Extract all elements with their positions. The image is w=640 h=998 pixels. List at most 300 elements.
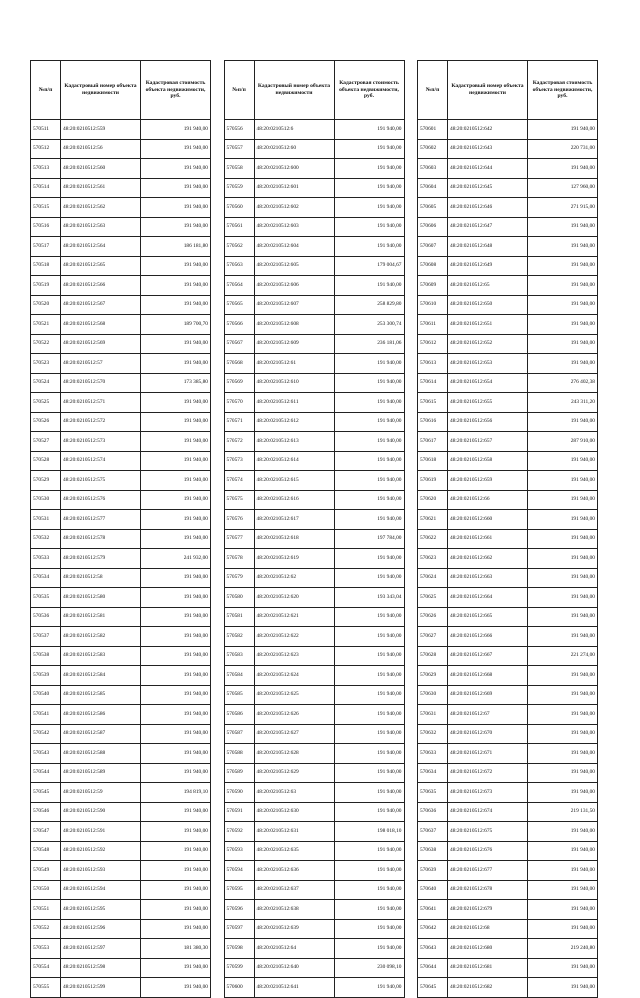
cadastral-number-cell: 48:20:0210512:669 [448,685,528,705]
cadastral-value-cell: 191 940,00 [141,880,211,900]
row-number-cell: 570619 [418,471,448,491]
cadastral-number-cell: 48:20:0210512:579 [61,549,141,569]
cadastral-value-cell: 191 940,00 [141,178,211,198]
table-row [31,256,211,276]
row-number-cell: 570557 [224,139,254,159]
cadastral-number-cell: 48:20:0210512:675 [448,822,528,842]
row-number-cell: 570528 [31,451,61,471]
row-number-cell: 570626 [418,607,448,627]
row-number-cell: 570585 [224,685,254,705]
table-row [224,783,404,803]
cadastral-number-cell: 48:20:0210512:657 [448,432,528,452]
cadastral-number-cell: 48:20:0210512:563 [61,217,141,237]
row-number-cell: 570511 [31,120,61,140]
row-number-cell: 570612 [418,334,448,354]
table-row [224,666,404,686]
table-row [418,685,598,705]
cadastral-value-cell: 191 940,00 [334,627,404,647]
cadastral-value-cell: 191 940,00 [141,529,211,549]
cadastral-value-cell: 191 940,00 [141,490,211,510]
table-row [224,432,404,452]
cadastral-number-cell: 48:20:0210512:559 [61,120,141,140]
cadastral-number-cell: 48:20:0210512:627 [254,724,334,744]
cadastral-number-cell: 48:20:0210512:580 [61,588,141,608]
cadastral-number-cell: 48:20:0210512:644 [448,159,528,179]
table-row [418,861,598,881]
row-number-cell: 570533 [31,549,61,569]
cadastral-number-cell: 48:20:0210512:662 [448,549,528,569]
cadastral-value-cell: 191 940,00 [528,724,598,744]
table-row [418,900,598,920]
cadastral-number-cell: 48:20:0210512:561 [61,178,141,198]
table-row [418,373,598,393]
table-row [224,276,404,296]
cadastral-number-cell: 48:20:0210512:67 [448,705,528,725]
table-row [224,295,404,315]
row-number-cell: 570549 [31,861,61,881]
row-number-cell: 570514 [31,178,61,198]
cadastral-table-2 [224,60,405,998]
table-row [31,978,211,998]
cadastral-value-cell: 189 700,70 [141,315,211,335]
cadastral-number-cell: 48:20:0210512:63 [254,783,334,803]
row-number-cell: 570607 [418,237,448,257]
table-row [418,802,598,822]
cadastral-number-cell: 48:20:0210512:654 [448,373,528,393]
cadastral-value-cell: 191 940,00 [141,744,211,764]
table-row [224,880,404,900]
table-row [31,451,211,471]
cadastral-value-cell: 191 940,00 [334,783,404,803]
cadastral-value-cell: 191 940,00 [334,471,404,491]
cadastral-number-cell: 48:20:0210512:570 [61,373,141,393]
cadastral-number-cell: 48:20:0210512:56 [61,139,141,159]
row-number-cell: 570592 [224,822,254,842]
cadastral-value-cell: 191 940,00 [141,685,211,705]
table-row [224,978,404,998]
table-row [418,627,598,647]
table-row [31,841,211,861]
table-row [224,217,404,237]
cadastral-value-cell: 191 940,00 [141,822,211,842]
row-number-cell: 570590 [224,783,254,803]
row-number-cell: 570611 [418,315,448,335]
cadastral-value-cell: 191 940,00 [528,217,598,237]
cadastral-value-cell: 191 940,00 [528,256,598,276]
cadastral-value-cell: 271 915,00 [528,198,598,218]
row-number-cell: 570539 [31,666,61,686]
table-row [418,510,598,530]
table-row [31,919,211,939]
cadastral-number-cell: 48:20:0210512:591 [61,822,141,842]
cadastral-value-cell: 191 940,00 [334,276,404,296]
row-number-cell: 570598 [224,939,254,959]
cadastral-number-cell: 48:20:0210512:605 [254,256,334,276]
cadastral-value-cell: 191 940,00 [334,217,404,237]
cadastral-value-cell: 191 940,00 [141,627,211,647]
cadastral-number-cell: 48:20:0210512:577 [61,510,141,530]
cadastral-value-cell: 191 940,00 [528,237,598,257]
row-number-cell: 570542 [31,724,61,744]
cadastral-value-cell: 191 940,00 [141,334,211,354]
table-row [224,627,404,647]
cadastral-number-cell: 48:20:0210512:589 [61,763,141,783]
row-number-cell: 570547 [31,822,61,842]
row-number-cell: 570558 [224,159,254,179]
cadastral-number-cell: 48:20:0210512:625 [254,685,334,705]
table-row [31,373,211,393]
row-number-cell: 570624 [418,568,448,588]
cadastral-number-cell: 48:20:0210512:562 [61,198,141,218]
cadastral-number-cell: 48:20:0210512:649 [448,256,528,276]
table-row [418,880,598,900]
table-row [31,724,211,744]
row-number-cell: 570548 [31,841,61,861]
row-number-cell: 570580 [224,588,254,608]
cadastral-value-cell: 191 940,00 [528,900,598,920]
cadastral-number-cell: 48:20:0210512:613 [254,432,334,452]
cadastral-number-cell: 48:20:0210512:600 [254,159,334,179]
cadastral-value-cell: 191 940,00 [141,705,211,725]
cadastral-value-cell: 191 940,00 [334,705,404,725]
cadastral-value-cell: 191 940,00 [528,412,598,432]
cadastral-number-cell: 48:20:0210512:568 [61,315,141,335]
row-number-cell: 570616 [418,412,448,432]
cadastral-number-cell: 48:20:0210512:585 [61,685,141,705]
cadastral-value-cell: 191 940,00 [334,978,404,998]
cadastral-number-cell: 48:20:0210512:650 [448,295,528,315]
row-number-cell: 570586 [224,705,254,725]
cadastral-number-cell: 48:20:0210512:593 [61,861,141,881]
cadastral-number-cell: 48:20:0210512:641 [254,978,334,998]
cadastral-number-cell: 48:20:0210512:617 [254,510,334,530]
row-number-cell: 570571 [224,412,254,432]
row-number-cell: 570530 [31,490,61,510]
cadastral-value-cell: 191 940,00 [334,802,404,822]
cadastral-value-cell: 191 940,00 [334,568,404,588]
cadastral-value-cell: 191 940,00 [528,705,598,725]
table-row [224,529,404,549]
cadastral-number-cell: 48:20:0210512:58 [61,568,141,588]
table-row [224,802,404,822]
cadastral-value-cell: 191 940,00 [528,607,598,627]
cadastral-value-cell: 191 940,00 [141,861,211,881]
cadastral-value-cell: 191 940,00 [334,666,404,686]
cadastral-value-cell: 191 940,00 [528,159,598,179]
cadastral-number-cell: 48:20:0210512:637 [254,880,334,900]
row-number-cell: 570517 [31,237,61,257]
cadastral-value-cell: 191 940,00 [528,685,598,705]
row-number-cell: 570578 [224,549,254,569]
cadastral-number-cell: 48:20:0210512:572 [61,412,141,432]
table-row [418,724,598,744]
cadastral-number-cell: 48:20:0210512:65 [448,276,528,296]
cadastral-number-cell: 48:20:0210512:566 [61,276,141,296]
cadastral-number-cell: 48:20:0210512:630 [254,802,334,822]
cadastral-number-cell: 48:20:0210512:621 [254,607,334,627]
table-row [418,568,598,588]
row-number-cell: 570638 [418,841,448,861]
cadastral-number-cell: 48:20:0210512:656 [448,412,528,432]
cadastral-value-cell: 198 018,10 [334,822,404,842]
row-number-cell: 570532 [31,529,61,549]
table-row [31,490,211,510]
row-number-cell: 570621 [418,510,448,530]
table-row [224,763,404,783]
cadastral-value-cell: 191 940,00 [528,666,598,686]
row-number-cell: 570543 [31,744,61,764]
cadastral-value-cell: 253 300,74 [334,315,404,335]
cadastral-number-cell: 48:20:0210512:608 [254,315,334,335]
row-number-cell: 570601 [418,120,448,140]
row-number-cell: 570602 [418,139,448,159]
row-number-cell: 570615 [418,393,448,413]
cadastral-value-cell: 191 940,00 [141,841,211,861]
cadastral-value-cell: 191 940,00 [528,490,598,510]
table-row [418,354,598,374]
cadastral-number-cell: 48:20:0210512:567 [61,295,141,315]
cadastral-value-cell: 191 940,00 [528,744,598,764]
row-number-cell: 570529 [31,471,61,491]
row-number-cell: 570550 [31,880,61,900]
cadastral-value-cell: 276 402,38 [528,373,598,393]
cadastral-value-cell: 191 940,00 [141,276,211,296]
table-row [418,451,598,471]
cadastral-value-cell: 191 940,00 [141,802,211,822]
row-number-cell: 570595 [224,880,254,900]
row-number-cell: 570644 [418,958,448,978]
row-number-cell: 570523 [31,354,61,374]
table-row [31,744,211,764]
cadastral-number-cell: 48:20:0210512:606 [254,276,334,296]
cadastral-value-cell: 179 004,67 [334,256,404,276]
cadastral-number-cell: 48:20:0210512:596 [61,919,141,939]
row-number-cell: 570609 [418,276,448,296]
table-row [31,471,211,491]
cadastral-number-cell: 48:20:0210512:611 [254,393,334,413]
cadastral-number-cell: 48:20:0210512:664 [448,588,528,608]
table-row [418,256,598,276]
table-row [31,393,211,413]
cadastral-value-cell: 287 910,00 [528,432,598,452]
table-row [224,588,404,608]
cadastral-number-cell: 48:20:0210512:674 [448,802,528,822]
cadastral-number-cell: 48:20:0210512:607 [254,295,334,315]
cadastral-number-cell: 48:20:0210512:642 [448,120,528,140]
table-row [31,276,211,296]
cadastral-number-cell: 48:20:0210512:587 [61,724,141,744]
table-row [418,471,598,491]
cadastral-value-cell: 191 940,00 [141,139,211,159]
row-number-cell: 570534 [31,568,61,588]
table-row [224,451,404,471]
header-cadastral-value: Кадастровая стоимость объекта недвижимости, руб. [528,61,598,120]
cadastral-number-cell: 48:20:0210512:681 [448,958,528,978]
cadastral-number-cell: 48:20:0210512:673 [448,783,528,803]
cadastral-number-cell: 48:20:0210512:564 [61,237,141,257]
cadastral-number-cell: 48:20:0210512:658 [448,451,528,471]
table-row [418,958,598,978]
cadastral-number-cell: 48:20:0210512:651 [448,315,528,335]
cadastral-value-cell: 191 940,00 [334,490,404,510]
cadastral-number-cell: 48:20:0210512:601 [254,178,334,198]
row-number-cell: 570570 [224,393,254,413]
cadastral-number-cell: 48:20:0210512:645 [448,178,528,198]
table-row [31,861,211,881]
table-row [31,334,211,354]
cadastral-number-cell: 48:20:0210512:603 [254,217,334,237]
cadastral-number-cell: 48:20:0210512:64 [254,939,334,959]
cadastral-number-cell: 48:20:0210512:61 [254,354,334,374]
cadastral-number-cell: 48:20:0210512:672 [448,763,528,783]
cadastral-value-cell: 191 940,00 [141,354,211,374]
row-number-cell: 570564 [224,276,254,296]
row-number-cell: 570577 [224,529,254,549]
cadastral-value-cell: 191 940,00 [141,568,211,588]
table-row [31,607,211,627]
cadastral-value-cell: 191 940,00 [141,919,211,939]
row-number-cell: 570583 [224,646,254,666]
table-row [418,939,598,959]
cadastral-value-cell: 191 940,00 [141,451,211,471]
header-row-number: №п/п [224,61,254,120]
row-number-cell: 570560 [224,198,254,218]
table-row [224,958,404,978]
table-row [31,315,211,335]
cadastral-number-cell: 48:20:0210512:66 [448,490,528,510]
cadastral-value-cell: 191 940,00 [528,334,598,354]
table-row [224,510,404,530]
table-row [418,237,598,257]
cadastral-value-cell: 191 940,00 [141,471,211,491]
cadastral-value-cell: 127 960,00 [528,178,598,198]
cadastral-number-cell: 48:20:0210512:609 [254,334,334,354]
cadastral-value-cell: 191 940,00 [334,159,404,179]
header-cadastral-value: Кадастровая стоимость объекта недвижимости, руб. [334,61,404,120]
cadastral-value-cell: 258 829,80 [334,295,404,315]
table-row [224,705,404,725]
row-number-cell: 570512 [31,139,61,159]
cadastral-number-cell: 48:20:0210512:639 [254,919,334,939]
cadastral-value-cell: 191 940,00 [528,627,598,647]
cadastral-value-cell: 191 940,00 [334,120,404,140]
cadastral-value-cell: 243 311,20 [528,393,598,413]
cadastral-value-cell: 197 784,00 [334,529,404,549]
header-cadastral-number: Кадастровый номер объекта недвижимости [254,61,334,120]
table-row [418,919,598,939]
cadastral-value-cell: 191 940,00 [334,198,404,218]
table-row [418,295,598,315]
row-number-cell: 570610 [418,295,448,315]
cadastral-number-cell: 48:20:0210512:648 [448,237,528,257]
cadastral-number-cell: 48:20:0210512:628 [254,744,334,764]
cadastral-number-cell: 48:20:0210512:671 [448,744,528,764]
cadastral-value-cell: 191 940,00 [528,276,598,296]
row-number-cell: 570574 [224,471,254,491]
table-row [31,432,211,452]
row-number-cell: 570553 [31,939,61,959]
cadastral-value-cell: 191 940,00 [334,432,404,452]
table-row [418,588,598,608]
table-row [224,919,404,939]
row-number-cell: 570556 [224,120,254,140]
row-number-cell: 570521 [31,315,61,335]
cadastral-number-cell: 48:20:0210512:57 [61,354,141,374]
table-header-row [418,61,598,120]
table-row [31,939,211,959]
table-row [224,412,404,432]
row-number-cell: 570562 [224,237,254,257]
row-number-cell: 570555 [31,978,61,998]
table-row [31,705,211,725]
cadastral-number-cell: 48:20:0210512:677 [448,861,528,881]
cadastral-number-cell: 48:20:0210512:665 [448,607,528,627]
table-row [224,744,404,764]
table-row [31,588,211,608]
row-number-cell: 570588 [224,744,254,764]
cadastral-value-cell: 191 940,00 [141,120,211,140]
row-number-cell: 570520 [31,295,61,315]
table-row [224,373,404,393]
row-number-cell: 570645 [418,978,448,998]
table-row [418,217,598,237]
row-number-cell: 570614 [418,373,448,393]
row-number-cell: 570589 [224,763,254,783]
cadastral-number-cell: 48:20:0210512:624 [254,666,334,686]
table-row [31,549,211,569]
cadastral-number-cell: 48:20:0210512:592 [61,841,141,861]
row-number-cell: 570515 [31,198,61,218]
row-number-cell: 570628 [418,646,448,666]
cadastral-number-cell: 48:20:0210512:640 [254,958,334,978]
header-cadastral-value: Кадастровая стоимость объекта недвижимости, руб. [141,61,211,120]
row-number-cell: 570524 [31,373,61,393]
table-row [224,256,404,276]
row-number-cell: 570545 [31,783,61,803]
row-number-cell: 570559 [224,178,254,198]
cadastral-number-cell: 48:20:0210512:584 [61,666,141,686]
table-row [224,900,404,920]
cadastral-number-cell: 48:20:0210512:602 [254,198,334,218]
cadastral-value-cell: 191 940,00 [334,880,404,900]
table-row [224,841,404,861]
table-row [31,646,211,666]
table-row [31,295,211,315]
row-number-cell: 570566 [224,315,254,335]
table-row [224,139,404,159]
cadastral-value-cell: 191 940,00 [528,529,598,549]
row-number-cell: 570635 [418,783,448,803]
cadastral-number-cell: 48:20:0210512:635 [254,841,334,861]
row-number-cell: 570633 [418,744,448,764]
row-number-cell: 570537 [31,627,61,647]
cadastral-number-cell: 48:20:0210512:565 [61,256,141,276]
table-row [31,666,211,686]
cadastral-number-cell: 48:20:0210512:670 [448,724,528,744]
cadastral-number-cell: 48:20:0210512:643 [448,139,528,159]
cadastral-value-cell: 191 940,00 [528,510,598,530]
table-row [31,568,211,588]
row-number-cell: 570606 [418,217,448,237]
cadastral-number-cell: 48:20:0210512:666 [448,627,528,647]
row-number-cell: 570513 [31,159,61,179]
cadastral-value-cell: 191 940,00 [528,822,598,842]
row-number-cell: 570575 [224,490,254,510]
row-number-cell: 570643 [418,939,448,959]
table-row [31,783,211,803]
table-row [224,939,404,959]
cadastral-number-cell: 48:20:0210512:660 [448,510,528,530]
